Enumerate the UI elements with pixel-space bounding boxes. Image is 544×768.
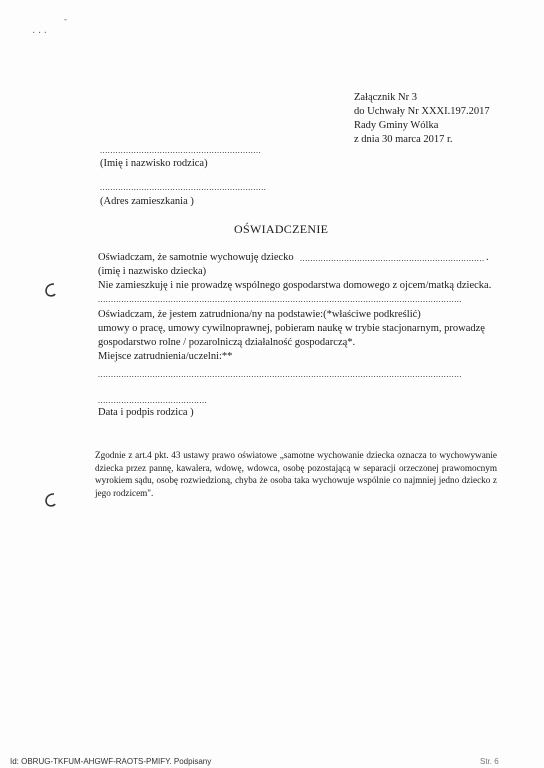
address-field[interactable]: ................................................................ (100, 183, 267, 192)
child-name-label: (imię i nazwisko dziecka) (98, 266, 207, 277)
attachment-number: Załącznik Nr 3 (354, 92, 417, 103)
legal-definition: Zgodnie z art.4 pkt. 43 ustawy prawo oświatowe „samotne wychowanie dziecka oznacza to wychowywanie dziecka przez pannę, kawalera, wdowę, wdowca, osobę pozostającą w separacji orzeczonej prawomocnym wyrokiem sądu, osobę rozwiedzioną, chyba że osoba taka wychowuje wspólnie co najmniej jedno dziecko z jego rodzicem". (95, 450, 497, 498)
document-title: OŚWIADCZENIE (234, 222, 329, 236)
address-label: (Adres zamieszkania ) (100, 196, 194, 207)
declaration1-dots-line[interactable]: ............................................................................................................................................ (98, 295, 462, 304)
workplace-field[interactable]: ............................................................................................................................................ (98, 370, 462, 379)
punch-hole-icon (42, 492, 58, 508)
attachment-resolution: do Uchwały Nr XXXI.197.2017 (354, 106, 490, 117)
child-name-field[interactable]: ....................................................................... (300, 254, 485, 263)
document-id-footer: Id: OBRUG-TKFUM-AHGWF-RAOTS-PMIFY. Podpisany (10, 757, 212, 766)
signature-field[interactable]: .......................................... (98, 396, 208, 405)
declaration1-line1-end: . (486, 252, 489, 263)
workplace-label: Miejsce zatrudnienia/uczelni:** (98, 351, 233, 362)
parent-name-field[interactable]: .............................................................. (100, 146, 262, 155)
declaration1-line1: Oświadczam, że samotnie wychowuję dziecko (98, 252, 294, 263)
scan-mark-dash: - (64, 14, 67, 24)
punch-hole-icon (42, 282, 58, 298)
declaration2-line2: umowy o pracę, umowy cywilnoprawnej, pobieram naukę w trybie stacjonarnym, prowadzę (98, 323, 485, 334)
attachment-council: Rady Gminy Wólka (354, 120, 439, 131)
declaration2-line1: Oświadczam, że jestem zatrudniona/ny na podstawie:(*właściwe podkreślić) (98, 309, 421, 320)
declaration1-line3: Nie zamieszkuję i nie prowadzę wspólnego gospodarstwa domowego z ojcem/matką dziecka. (98, 280, 492, 291)
signature-label: Data i podpis rodzica ) (98, 407, 194, 418)
page-number: Str. 6 (480, 757, 499, 766)
scan-marks: · · · (32, 28, 47, 39)
attachment-date: z dnia 30 marca 2017 r. (354, 134, 453, 145)
parent-name-label: (Imię i nazwisko rodzica) (100, 158, 208, 169)
declaration2-line3: gospodarstwo rolne / pozarolniczą działalność gospodarczą*. (98, 337, 356, 348)
